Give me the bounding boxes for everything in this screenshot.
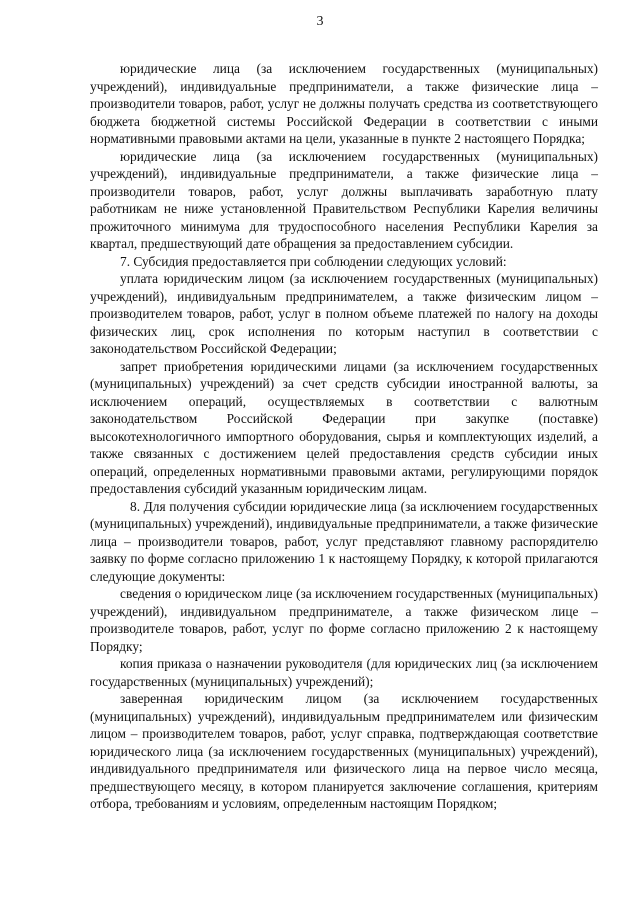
paragraph-section-8-application: 8. Для получения субсидии юридические лица (за исключением государственных (муниципальных) учреждений), индивидуальные предприниматели, а также физические лица – производители товаров, работ, услуг представляют главному распорядителю заявку по форме согласно приложению 1 к настоящему Порядку, к которой прилагаются следующие документы: — [90, 498, 598, 584]
paragraph-criteria-no-budget-funds: юридические лица (за исключением государственных (муниципальных) учреждений), индивидуальные предприниматели, а также физические лица – производители товаров, работ, услуг не должны получать средства из соответствующего бюджета бюджетной системы Российской Федерации в соответствии с иными нормативными правовыми актами на цели, указанные в пункте 2 настоящего Порядка; — [90, 61, 598, 146]
document-body — [90, 60, 598, 813]
paragraph-condition-currency-ban: запрет приобретения юридическими лицами (за исключением государственных (муниципальных) учреждений) за счет средств субсидии иностранной валюты, за исключением операций, осуществляемых в соответствии с валютным законодательством Российской Федерации при закупке (поставке) высокотехнологичного импортного оборудования, сырья и комплектующих изделий, а также связанных с достижением целей предоставления средств субсидии иных операций, определенных нормативными правовыми актами, регулирующими порядок предоставления субсидий указанным юридическим лицам. — [90, 358, 598, 496]
page-number: 3 — [316, 14, 324, 29]
paragraph-document-order-copy: копия приказа о назначении руководителя (для юридических лиц (за исключением государственных (муниципальных) учреждений); — [90, 656, 598, 689]
paragraph-section-7-heading: 7. Субсидия предоставляется при соблюдении следующих условий: — [120, 253, 507, 269]
paragraph-criteria-minimum-wage: юридические лица (за исключением государственных (муниципальных) учреждений), индивидуальные предприниматели, а также физические лица – производители товаров, работ, услуг должны выплачивать заработную плату работникам не ниже установленной Правительством Республики Карелия величины прожиточного минимума для трудоспособного населения Республики Карелия за квартал, предшествующий дате обращения за предоставлением субсидии. — [90, 148, 598, 251]
paragraph-document-certificate: заверенная юридическим лицом (за исключением государственных (муниципальных) учреждений), индивидуальным предпринимателем или физическим лицом – производителем товаров, работ, услуг справка, подтверждающая соответствие юридического лица (за исключением государственных (муниципальных) учреждений), индивидуального предпринимателя или физического лица на первое число месяца, предшествующего месяцу, в котором планируется заключение соглашения, критериям отбора, требованиям и условиям, определенным настоящим Порядком; — [90, 691, 598, 811]
paragraph-document-info-form: сведения о юридическом лице (за исключением государственных (муниципальных) учреждений), индивидуальном предпринимателе, а также физическом лице – производителе товаров, работ, услуг по форме согласно приложению 2 к настоящему Порядку; — [90, 586, 598, 654]
paragraph-condition-tax-payment: уплата юридическим лицом (за исключением государственных (муниципальных) учреждений), индивидуальным предпринимателем, а также физическим лицом – производителем товаров, работ, услуг в полном объеме платежей по налогу на доходы физических лиц, срок исполнения по которым наступил в соответствии с законодательством Российской Федерации; — [90, 271, 598, 356]
